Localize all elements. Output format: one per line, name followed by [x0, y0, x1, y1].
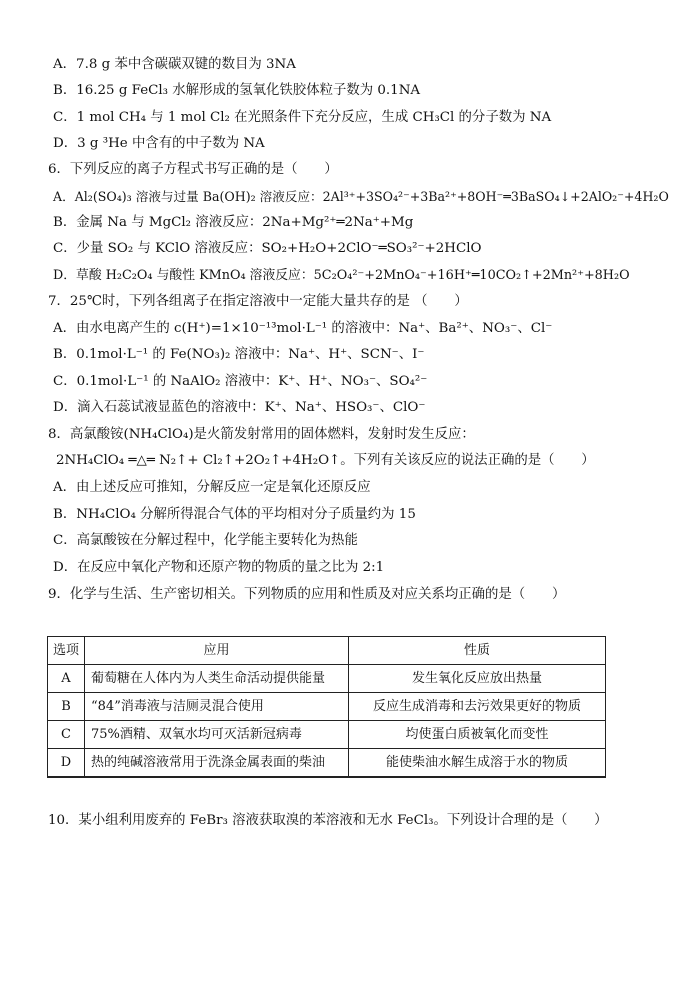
q6-option-a: A．Al₂(SO₄)₃ 溶液与过量 Ba(OH)₂ 溶液反应：2Al³⁺+3SO₄²⁻+3Ba²⁺+8OH⁻═3BaSO₄↓+2AlO₂⁻+4H₂O	[53, 189, 669, 204]
q7-option-b: B．0.1mol·L⁻¹ 的 Fe(NO₃)₂ 溶液中：Na⁺、H⁺、SCN⁻、I⁻	[53, 347, 425, 362]
row-option: A	[48, 665, 85, 693]
q6-option-b: B．金属 Na 与 MgCl₂ 溶液反应：2Na+Mg²⁺═2Na⁺+Mg	[53, 215, 414, 230]
q7-option-d: D．滴入石蕊试液显蓝色的溶液中：K⁺、Na⁺、HSO₃⁻、ClO⁻	[53, 400, 426, 415]
q5-option-a: A．7.8 g 苯中含碳碳双键的数目为 3NA	[53, 57, 296, 72]
question-10: 10．某小组利用废弃的 FeBr₃ 溶液获取溴的苯溶液和无水 FeCl₃。下列设计合理的是（ ）	[48, 813, 608, 828]
row-option: B	[48, 693, 85, 721]
table-row	[48, 749, 606, 778]
question-8: 8．高氯酸铵(NH₄ClO₄)是火箭发射常用的固体燃料，发射时发生反应：	[48, 427, 475, 442]
q8-option-b: B．NH₄ClO₄ 分解所得混合气体的平均相对分子质量约为 15	[53, 507, 416, 522]
table-row	[48, 721, 606, 749]
q9-options-table	[47, 636, 606, 778]
row-option: C	[48, 721, 85, 749]
q8-option-a: A．由上述反应可推知，分解反应一定是氧化还原反应	[53, 480, 371, 495]
header-option: 选项	[48, 637, 85, 665]
question-7: 7．25℃时，下列各组离子在指定溶液中一定能大量共存的是 （ ）	[48, 294, 468, 309]
row-property: 均使蛋白质被氧化而变性	[349, 721, 606, 749]
row-property: 发生氧化反应放出热量	[349, 665, 606, 693]
row-application: 葡萄糖在人体内为人类生命活动提供能量	[85, 665, 349, 693]
row-application: “84”消毒液与洁厕灵混合使用	[85, 693, 349, 721]
header-property: 性质	[349, 637, 606, 665]
q6-option-c: C．少量 SO₂ 与 KClO 溶液反应：SO₂+H₂O+2ClO⁻═SO₃²⁻+2HClO	[53, 241, 482, 256]
table-row	[48, 665, 606, 693]
q8-option-d: D．在反应中氧化产物和还原产物的物质的量之比为 2:1	[53, 560, 385, 575]
row-property: 反应生成消毒和去污效果更好的物质	[349, 693, 606, 721]
row-option: D	[48, 749, 85, 778]
q8-option-c: C．高氯酸铵在分解过程中，化学能主要转化为热能	[53, 533, 358, 548]
header-application: 应用	[85, 637, 349, 665]
q5-option-b: B．16.25 g FeCl₃ 水解形成的氢氧化铁胶体粒子数为 0.1NA	[53, 83, 421, 98]
question-6: 6．下列反应的离子方程式书写正确的是（ ）	[48, 162, 338, 177]
table-row	[48, 693, 606, 721]
row-application: 热的纯碱溶液常用于洗涤金属表面的柴油	[85, 749, 349, 778]
q5-option-d: D．3 g ³He 中含有的中子数为 NA	[53, 136, 265, 151]
q7-option-c: C．0.1mol·L⁻¹ 的 NaAlO₂ 溶液中：K⁺、H⁺、NO₃⁻、SO₄²⁻	[53, 374, 428, 389]
q5-option-c: C．1 mol CH₄ 与 1 mol Cl₂ 在光照条件下充分反应，生成 CH₃Cl 的分子数为 NA	[53, 110, 552, 125]
question-9: 9．化学与生活、生产密切相关。下列物质的应用和性质及对应关系均正确的是（ ）	[48, 587, 566, 602]
q6-option-d: D．草酸 H₂C₂O₄ 与酸性 KMnO₄ 溶液反应：5C₂O₄²⁻+2MnO₄⁻+16H⁺═10CO₂↑+2Mn²⁺+8H₂O	[53, 268, 630, 283]
q8-equation: 2NH₄ClO₄ ═△═ N₂↑+ Cl₂↑+2O₂↑+4H₂O↑。下列有关该反应的说法正确的是（ ）	[56, 453, 595, 468]
table-header-row	[48, 637, 606, 665]
row-property: 能使柴油水解生成溶于水的物质	[349, 749, 606, 778]
q7-option-a: A．由水电离产生的 c(H⁺)=1×10⁻¹³mol·L⁻¹ 的溶液中：Na⁺、Ba²⁺、NO₃⁻、Cl⁻	[53, 321, 553, 336]
row-application: 75%酒精、双氧水均可灭活新冠病毒	[85, 721, 349, 749]
